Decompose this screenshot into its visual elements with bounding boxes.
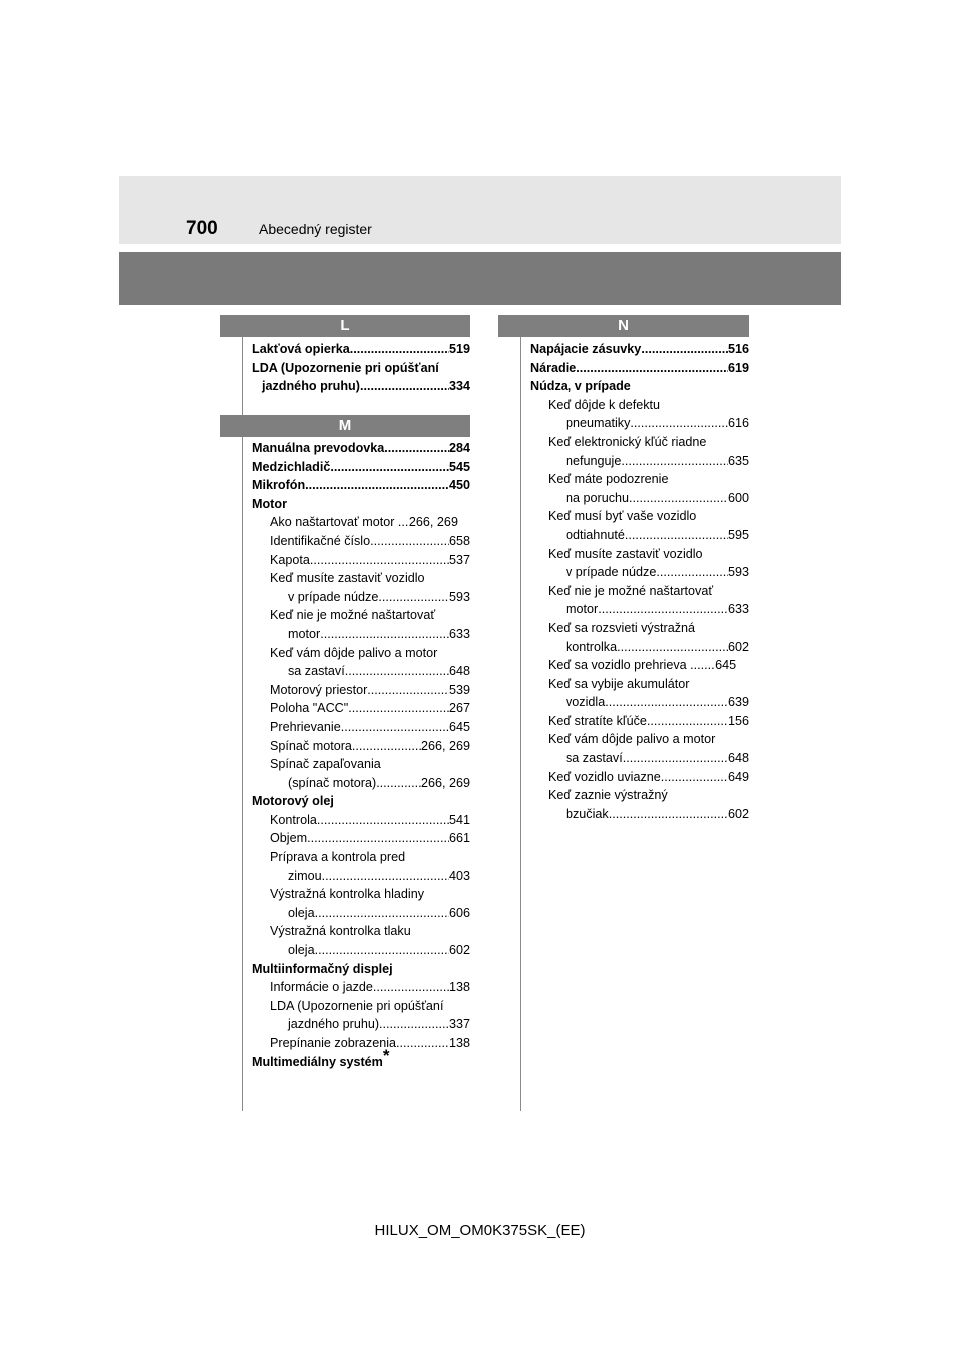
index-entry: Keď stratíte kľúče ..... 156: [530, 712, 749, 731]
index-entry: Poloha "ACC" ..... 267: [252, 699, 470, 718]
index-entry: motor ..... 633: [530, 600, 749, 619]
index-entry: odtiahnuté ..... 595: [530, 526, 749, 545]
index-entry: Keď dôjde k defektu: [548, 397, 661, 412]
header-top-band: [119, 176, 841, 244]
section-title: Abecedný register: [259, 221, 372, 237]
index-entry: Informácie o jazde ..... 138: [252, 978, 470, 997]
document-code-footer: HILUX_OM_OM0K375SK_(EE): [374, 1222, 586, 1239]
index-entry: v prípade núdze ..... 593: [530, 563, 749, 582]
letter-header-N: N: [498, 315, 749, 337]
index-list-N: [530, 340, 749, 823]
index-entry: Keď musí byť vaše vozidlo: [548, 509, 697, 524]
index-entry: Keď musíte zastaviť vozidlo: [548, 546, 703, 561]
right-column-rule: [520, 336, 521, 1111]
index-entry: sa zastaví ..... 648: [530, 749, 749, 768]
index-entry: Motorový olej: [252, 794, 334, 809]
index-entry: Keď sa rozsvieti výstražná: [548, 620, 696, 635]
index-entry: vozidla ..... 639: [530, 693, 749, 712]
index-entry: (spínač motora) ..... 266, 269: [252, 774, 470, 793]
index-entry: Keď nie je možné naštartovať: [270, 608, 436, 623]
index-entry: Kontrola ..... 541: [252, 811, 470, 830]
index-entry: LDA (Upozornenie pri opúšťaní: [252, 360, 439, 375]
index-entry: Lakťová opierka ..... 519: [252, 340, 470, 359]
index-entry: Keď máte podozrenie: [548, 472, 669, 487]
index-entry: Keď vám dôjde palivo a motor: [270, 645, 438, 660]
index-entry: Identifikačné číslo ..... 658: [252, 532, 470, 551]
index-entry: na poruchu ..... 600: [530, 489, 749, 508]
index-entry: Medzichladič ..... 545: [252, 458, 470, 477]
index-entry: Keď vozidlo uviazne ..... 649: [530, 768, 749, 787]
index-entry: Objem ..... 661: [252, 829, 470, 848]
header-dark-band: [119, 252, 841, 305]
index-entry: Keď sa vozidlo prehrieva ...... ..... 645: [530, 656, 749, 675]
index-entry: Spínač motora ..... 266, 269: [252, 737, 470, 756]
index-entry: zimou ..... 403: [252, 867, 470, 886]
index-entry: Multiinformačný displej: [252, 961, 393, 976]
index-entry: pneumatiky ..... 616: [530, 414, 749, 433]
index-list-L: [252, 340, 470, 396]
index-entry: sa zastaví ..... 648: [252, 662, 470, 681]
index-entry: Ako naštartovať motor .. ..... 266, 269: [252, 513, 470, 532]
letter-header-L: L: [220, 315, 470, 337]
index-entry: LDA (Upozornenie pri opúšťaní: [270, 998, 444, 1013]
index-entry: Prepínanie zobrazenia ..... 138: [252, 1034, 470, 1053]
index-entry: v prípade núdze ..... 593: [252, 588, 470, 607]
index-entry: Keď musíte zastaviť vozidlo: [270, 571, 425, 586]
index-entry: Príprava a kontrola pred: [270, 850, 406, 865]
index-entry: kontrolka ..... 602: [530, 638, 749, 657]
footnote-asterisk: *: [382, 1045, 390, 1065]
index-list-M: [252, 439, 470, 1071]
page-number: 700: [186, 218, 218, 239]
index-entry: Motor: [252, 496, 287, 511]
index-entry: Kapota ..... 537: [252, 551, 470, 570]
index-entry: Manuálna prevodovka ..... 284: [252, 439, 470, 458]
index-entry: Motorový priestor ..... 539: [252, 681, 470, 700]
index-entry: bzučiak ..... 602: [530, 805, 749, 824]
index-entry: Keď elektronický kľúč riadne: [548, 434, 707, 449]
index-entry: Spínač zapaľovania: [270, 757, 381, 772]
index-entry: Výstražná kontrolka tlaku: [270, 924, 411, 939]
index-entry: Keď zaznie výstražný: [548, 788, 668, 803]
index-entry: Mikrofón ..... 450: [252, 476, 470, 495]
left-column-rule: [242, 336, 243, 1111]
index-entry: Keď sa vybije akumulátor: [548, 676, 690, 691]
index-entry: Keď nie je možné naštartovať: [548, 583, 714, 598]
index-entry: motor ..... 633: [252, 625, 470, 644]
index-entry: jazdného pruhu) ..... 337: [252, 1015, 470, 1034]
index-entry: Multimediálny systém *: [252, 1045, 390, 1069]
index-entry: Núdza, v prípade: [530, 379, 631, 394]
index-entry: nefunguje ..... 635: [530, 452, 749, 471]
index-entry: Výstražná kontrolka hladiny: [270, 887, 425, 902]
index-entry: oleja ..... 602: [252, 941, 470, 960]
index-entry: Náradie ..... 619: [530, 359, 749, 378]
index-entry: oleja ..... 606: [252, 904, 470, 923]
index-entry: jazdného pruhu) ..... 334: [252, 377, 470, 396]
index-entry: Napájacie zásuvky ..... 516: [530, 340, 749, 359]
index-entry: Prehrievanie ..... 645: [252, 718, 470, 737]
letter-header-M: M: [220, 415, 470, 437]
index-entry: Keď vám dôjde palivo a motor: [548, 732, 716, 747]
